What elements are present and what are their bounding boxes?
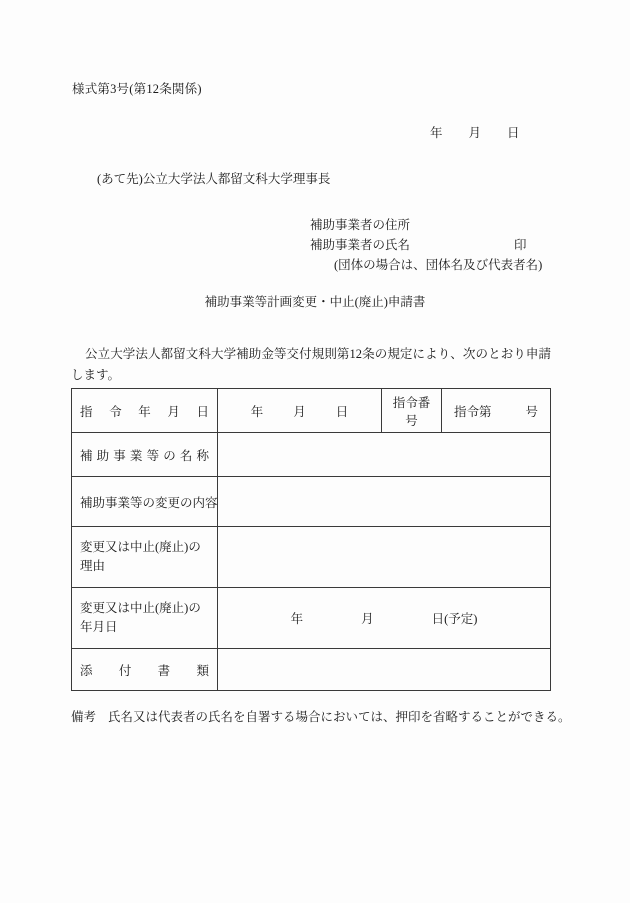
table-row-order-date (72, 389, 551, 433)
addressee-line: (あて先)公立大学法人都留文科大学理事長 (97, 172, 331, 186)
table-row-change-reason (72, 527, 551, 588)
applicant-address-label: 補助事業者の住所 (310, 218, 411, 232)
label-order-date: 指令年月日 (72, 389, 218, 433)
value-order-number[interactable]: 指令第 号 (442, 389, 551, 433)
applicant-name-row (310, 235, 542, 255)
label-change-reason: 変更又は中止(廃止)の 理由 (72, 527, 218, 588)
seal-mark: 印 (514, 238, 527, 252)
document-title: 補助事業等計画変更・中止(廃止)申請書 (204, 295, 426, 309)
table-row-attachments (72, 649, 551, 691)
form-number: 様式第3号(第12条関係) (72, 82, 202, 96)
body-paragraph: 公立大学法人都留文科大学補助金等交付規則第12条の規定により、次のとおり申請します。 (71, 347, 551, 382)
applicant-address-row (310, 215, 542, 235)
label-change-date: 変更又は中止(廃止)の 年月日 (72, 588, 218, 649)
value-order-date[interactable]: 年 月 日 (218, 389, 382, 433)
footnote (71, 707, 571, 725)
applicant-name-label: 補助事業者の氏名 (310, 238, 411, 252)
value-change-reason[interactable] (218, 527, 551, 588)
date-line (430, 123, 520, 141)
date-day-label: 日 (507, 126, 520, 140)
table-row-project-name (72, 433, 551, 477)
value-attachments[interactable] (218, 649, 551, 691)
value-change-content[interactable] (218, 477, 551, 527)
application-form-table (71, 388, 551, 691)
footnote-text: 氏名又は代表者の氏名を自署する場合においては、押印を省略することができる。 (108, 710, 571, 724)
date-year-label: 年 (430, 126, 443, 140)
value-change-date[interactable]: 年 月 日(予定) (218, 588, 551, 649)
table-row-change-content (72, 477, 551, 527)
applicant-block (310, 215, 542, 275)
value-project-name[interactable] (218, 433, 551, 477)
label-change-content: 補助事業等の変更の内容 (72, 477, 218, 527)
label-project-name: 補助事業等の名称 (72, 433, 218, 477)
label-order-number: 指令番号 (382, 389, 442, 433)
label-attachments: 添付書類 (72, 649, 218, 691)
applicant-note: (団体の場合は、団体名及び代表者名) (334, 258, 543, 272)
footnote-lead: 備考 (71, 710, 97, 724)
table-row-change-date (72, 588, 551, 649)
date-month-label: 月 (468, 126, 482, 140)
